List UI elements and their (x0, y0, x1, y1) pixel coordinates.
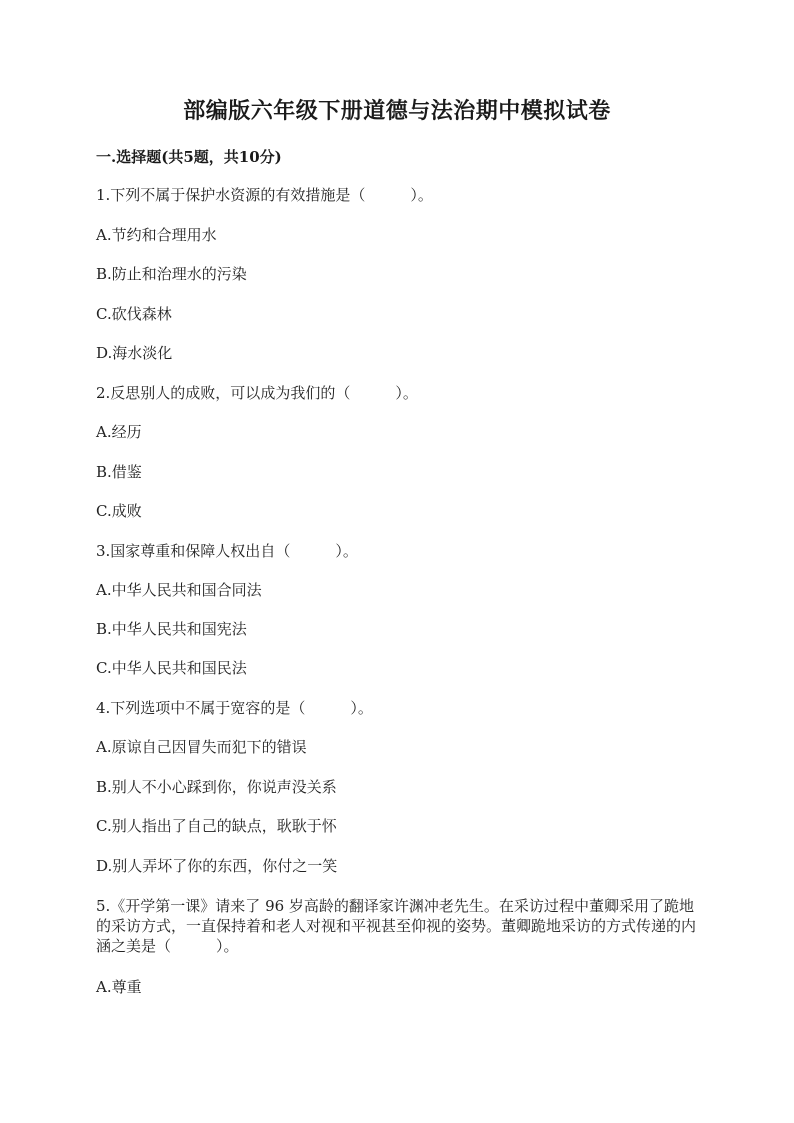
question-4-option-a: A.原谅自己因冒失而犯下的错误 (96, 738, 307, 756)
question-1-option-d: D.海水淡化 (96, 344, 173, 362)
section-heading: 一.选择题(共5题，共10分) (96, 148, 282, 166)
question-5-stem: 5.《开学第一课》请来了 96 岁高龄的翻译家许渊冲老先生。在采访过程中董卿采用了跪地的采访方式，一直保持着和老人对视和平视甚至仰视的姿势。董卿跪地采访的方式传递的内涵之美是（ ）。 (96, 897, 697, 955)
question-4-stem: 4.下列选项中不属于宽容的是（ ）。 (96, 699, 373, 717)
question-2-option-a: A.经历 (96, 423, 142, 441)
question-4-option-c: C.别人指出了自己的缺点，耿耿于怀 (96, 817, 337, 835)
question-2-option-b: B.借鉴 (96, 463, 142, 481)
question-1-option-a: A.节约和合理用水 (96, 226, 217, 244)
question-5-option-a: A.尊重 (96, 978, 142, 996)
question-1-stem: 1.下列不属于保护水资源的有效措施是（ ）。 (96, 186, 433, 204)
question-1-option-c: C.砍伐森林 (96, 305, 172, 323)
question-3-option-a: A.中华人民共和国合同法 (96, 581, 262, 599)
question-3-stem: 3.国家尊重和保障人权出自（ ）。 (96, 542, 358, 560)
question-2-option-c: C.成败 (96, 502, 142, 520)
question-1-option-b: B.防止和治理水的污染 (96, 265, 247, 283)
question-3-option-c: C.中华人民共和国民法 (96, 659, 247, 677)
question-3-option-b: B.中华人民共和国宪法 (96, 620, 247, 638)
question-4-option-b: B.别人不小心踩到你，你说声没关系 (96, 778, 337, 796)
question-4-option-d: D.别人弄坏了你的东西，你付之一笑 (96, 857, 338, 875)
exam-title: 部编版六年级下册道德与法治期中模拟试卷 (183, 98, 611, 124)
question-2-stem: 2.反思别人的成败，可以成为我们的（ ）。 (96, 384, 418, 402)
